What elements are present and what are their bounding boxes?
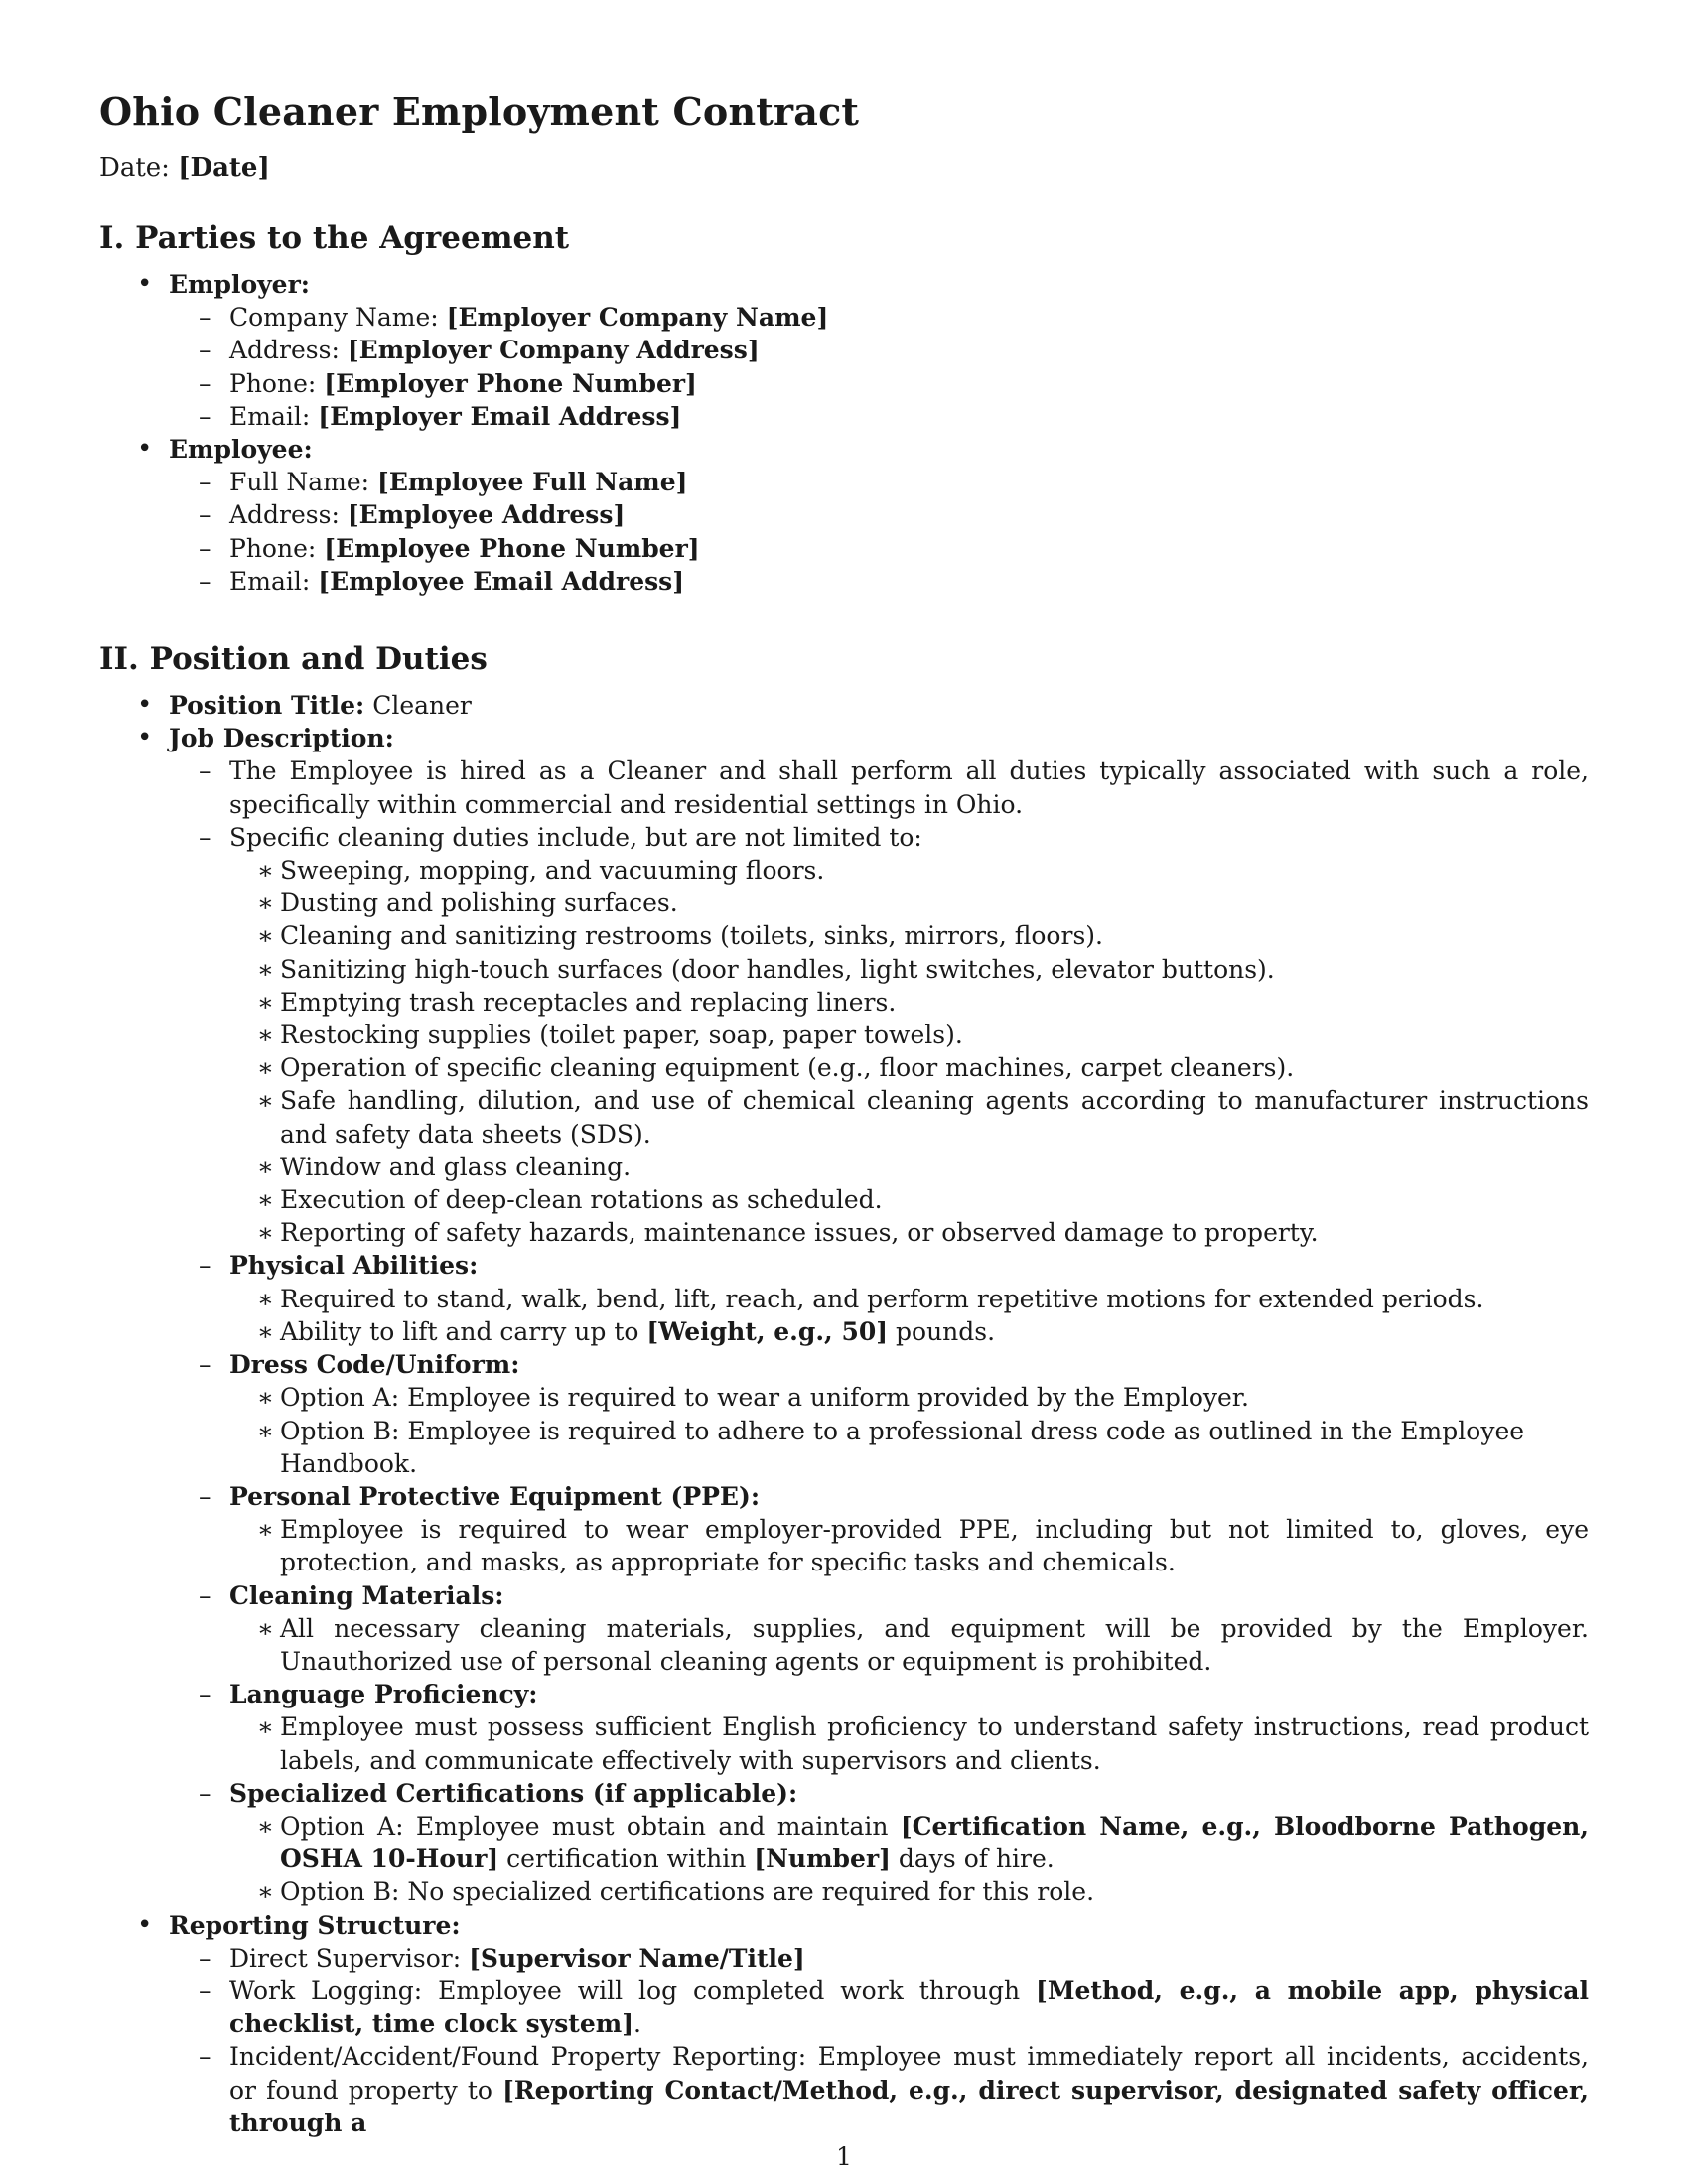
duty-item: ∗ Execution of deep-clean rotations as scheduled. (229, 1183, 1589, 1216)
cert-text: Option A: Employee must obtain and maintain (280, 1811, 901, 1841)
logging-text: Work Logging: Employee will log completed work through (229, 1976, 1036, 2005)
employee-item (99, 433, 1589, 598)
employer-fields (169, 301, 1589, 433)
physical-abilities-list (229, 1283, 1589, 1348)
cleaning-materials-text: ∗ All necessary cleaning materials, supplies, and equipment will be provided by the Employer. Unauthorized use of personal cleaning agents or equipment is prohibited. (229, 1612, 1589, 1678)
date-line (99, 151, 1589, 185)
employer-field (169, 334, 1589, 366)
field-placeholder: [Employer Company Name] (446, 303, 829, 333)
cert-name-placeholder: [Certification Name, e.g., Bloodborne Pathogen, OSHA 10-Hour] (280, 1811, 1589, 1874)
dress-option-b: ∗ Option B: Employee is required to adhere to a professional dress code as outlined in the Employee Handbook. (229, 1415, 1589, 1480)
employer-field (169, 301, 1589, 334)
field-placeholder: [Employee Address] (347, 500, 626, 530)
date-label: Date: (99, 153, 179, 183)
ppe-text: ∗ Employee is required to wear employer-provided PPE, including but not limited to, gloves, eye protection, and masks, as appropriate for specific tasks and chemicals. (229, 1513, 1589, 1578)
physical-text: Ability to lift and carry up to (280, 1316, 647, 1346)
employer-item (99, 268, 1589, 433)
field-label: Phone: (229, 368, 325, 398)
position-title-value: Cleaner (364, 691, 472, 721)
field-placeholder: [Employer Email Address] (318, 401, 682, 431)
physical-text: pounds. (888, 1316, 996, 1346)
duty-item: ∗ Emptying trash receptacles and replacing liners. (229, 986, 1589, 1019)
field-placeholder: [Employer Phone Number] (324, 368, 697, 398)
cleaning-materials-list (229, 1612, 1589, 1678)
reporting-structure-label: Reporting Structure: (169, 1910, 461, 1940)
field-placeholder: [Employee Phone Number] (324, 533, 700, 563)
language-item (169, 1678, 1589, 1777)
document-body (99, 87, 1589, 2139)
field-label: Email: (229, 566, 319, 596)
field-placeholder: [Employee Email Address] (318, 566, 685, 596)
field-label: Address: (229, 500, 348, 530)
certifications-label: Specialized Certifications (if applicable): (229, 1778, 798, 1808)
job-description-list (169, 754, 1589, 1908)
certifications-item (169, 1777, 1589, 1909)
employee-label: Employee: (169, 435, 313, 465)
parties-list (99, 268, 1589, 598)
cert-option-a (229, 1810, 1589, 1875)
duty-item: ∗ Window and glass cleaning. (229, 1151, 1589, 1183)
duty-item: ∗ Sanitizing high-touch surfaces (door handles, light switches, elevator buttons). (229, 953, 1589, 986)
incident-text: Incident/Accident/Found Property Reporting: Employee must immediately report all incidents, accidents, or found property to (229, 2042, 1589, 2105)
cert-text: certification within (498, 1844, 755, 1874)
duty-item: ∗ Restocking supplies (toilet paper, soap, paper towels). (229, 1019, 1589, 1051)
language-label: Language Proficiency: (229, 1680, 538, 1709)
cleaning-materials-label: Cleaning Materials: (229, 1580, 504, 1610)
duty-item: ∗ Sweeping, mopping, and vacuuming floors. (229, 854, 1589, 887)
duty-item: ∗ Safe handling, dilution, and use of chemical cleaning agents according to manufacturer instructions and safety data sheets (SDS). (229, 1084, 1589, 1150)
logging-text: . (633, 2009, 641, 2039)
duties-intro: Specific cleaning duties include, but are not limited to: (229, 822, 922, 852)
ppe-list (229, 1513, 1589, 1578)
duty-item: ∗ Dusting and polishing surfaces. (229, 887, 1589, 919)
position-title-label: Position Title: (169, 691, 365, 721)
incident-reporting-line (169, 2040, 1589, 2139)
employee-field (169, 498, 1589, 531)
employer-field (169, 400, 1589, 433)
physical-item: ∗ Required to stand, walk, bend, lift, reach, and perform repetitive motions for extended periods. (229, 1283, 1589, 1315)
field-label: Full Name: (229, 468, 378, 497)
supervisor-label: Direct Supervisor: (229, 1943, 470, 1973)
physical-item (229, 1315, 1589, 1348)
employee-field (169, 532, 1589, 565)
work-logging-line (169, 1975, 1589, 2040)
physical-abilities-label: Physical Abilities: (229, 1251, 479, 1281)
position-list (99, 689, 1589, 2139)
employee-field (169, 565, 1589, 598)
hired-statement: – The Employee is hired as a Cleaner and shall perform all duties typically associated with such a role, specifically within commercial and residential settings in Ohio. (169, 754, 1589, 820)
page-number: 1 (836, 2142, 852, 2171)
reporting-list (169, 1942, 1589, 2139)
logging-method-placeholder: [Method, e.g., a mobile app, physical checklist, time clock system] (229, 1976, 1589, 2039)
field-label: Email: (229, 401, 319, 431)
position-title-item (99, 689, 1589, 722)
duty-item: ∗ Operation of specific cleaning equipment (e.g., floor machines, carpet cleaners). (229, 1051, 1589, 1084)
employee-fields (169, 466, 1589, 598)
field-label: Phone: (229, 533, 325, 563)
language-list (229, 1710, 1589, 1776)
field-placeholder: [Employee Full Name] (377, 468, 688, 497)
cleaning-materials-item (169, 1579, 1589, 1679)
dress-code-label: Dress Code/Uniform: (229, 1350, 520, 1380)
cert-option-b: ∗ Option B: No specialized certifications are required for this role. (229, 1875, 1589, 1908)
ppe-label: Personal Protective Equipment (PPE): (229, 1481, 761, 1511)
employee-field (169, 466, 1589, 498)
certifications-list (229, 1810, 1589, 1909)
employer-field (169, 367, 1589, 400)
date-placeholder: [Date] (178, 153, 270, 183)
job-description-item (99, 722, 1589, 1908)
field-placeholder: [Employer Company Address] (347, 336, 760, 365)
dress-code-list (229, 1381, 1589, 1480)
incident-contact-placeholder: [Reporting Contact/Method, e.g., direct supervisor, designated safety officer, through a (229, 2075, 1589, 2137)
field-label: Address: (229, 336, 348, 365)
section-heading-position: II. Position and Duties (99, 641, 488, 678)
cert-text: days of hire. (890, 1844, 1055, 1874)
dress-code-item (169, 1348, 1589, 1480)
document-title: Ohio Cleaner Employment Contract (99, 89, 860, 134)
duties-item (169, 821, 1589, 1250)
weight-placeholder: [Weight, e.g., 50] (646, 1316, 889, 1346)
duty-item: ∗ Cleaning and sanitizing restrooms (toilets, sinks, mirrors, floors). (229, 919, 1589, 952)
language-text: ∗ Employee must possess sufficient English proficiency to understand safety instructions, read product labels, and communicate effectively with supervisors and clients. (229, 1710, 1589, 1776)
job-description-label: Job Description: (169, 724, 394, 753)
employer-label: Employer: (169, 270, 310, 299)
dress-option-a: ∗ Option A: Employee is required to wear a uniform provided by the Employer. (229, 1381, 1589, 1414)
supervisor-line (169, 1942, 1589, 1975)
section-heading-parties: I. Parties to the Agreement (99, 220, 570, 256)
duty-item: ∗ Reporting of safety hazards, maintenance issues, or observed damage to property. (229, 1216, 1589, 1249)
ppe-item (169, 1480, 1589, 1579)
reporting-structure-item (99, 1909, 1589, 2139)
supervisor-placeholder: [Supervisor Name/Title] (469, 1943, 805, 1973)
physical-abilities-item (169, 1249, 1589, 1348)
field-label: Company Name: (229, 303, 447, 333)
duties-list (229, 854, 1589, 1249)
days-placeholder: [Number] (754, 1844, 891, 1874)
